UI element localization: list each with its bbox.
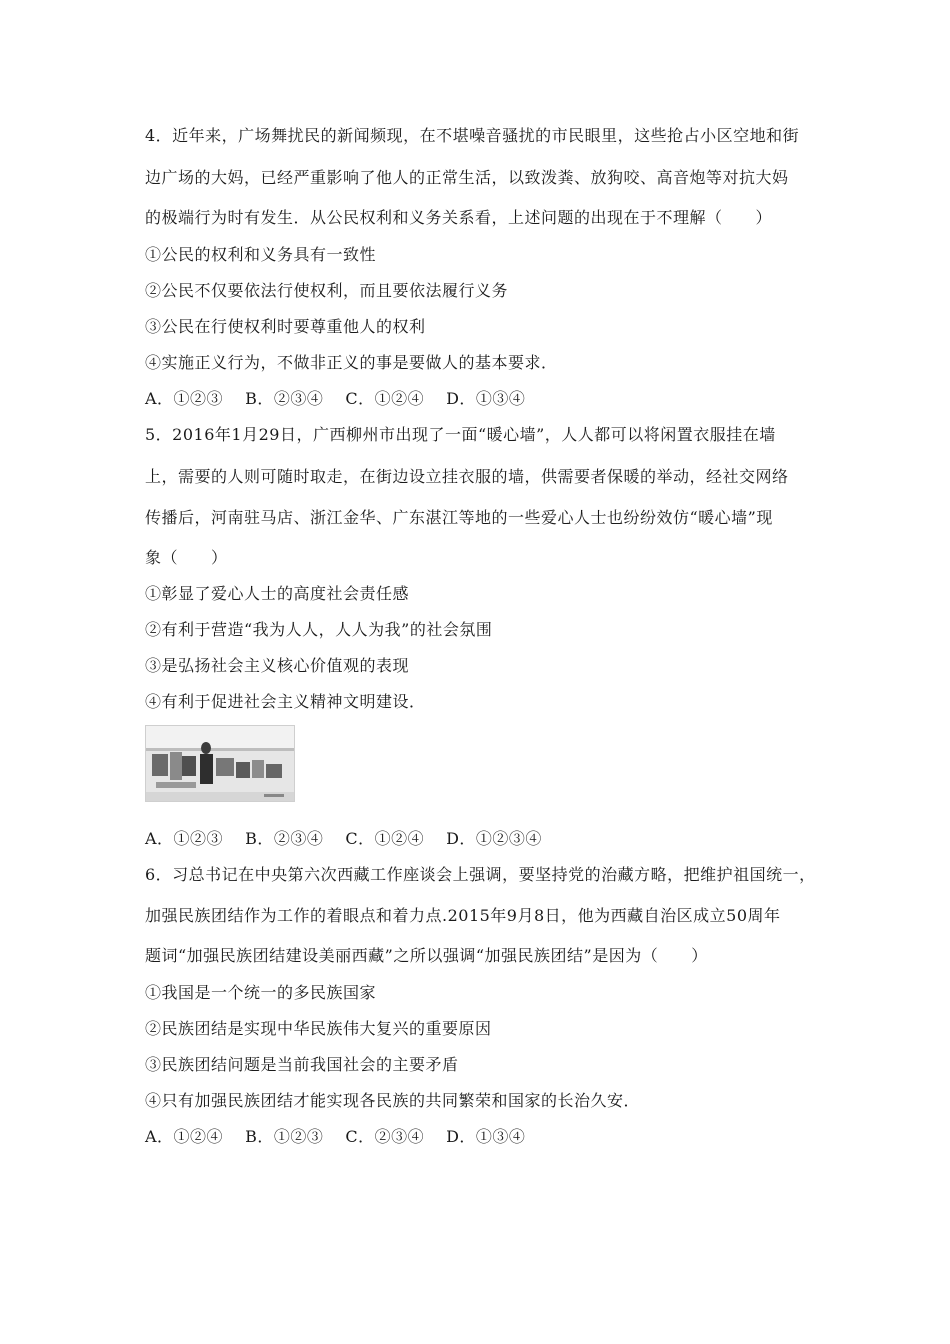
q5-statement-3: ③是弘扬社会主义核心价值观的表现 — [145, 656, 410, 675]
q4-stem-line-2: 边广场的大妈，已经严重影响了他人的正常生活，以致泼粪、放狗咬、高音炮等对抗大妈 — [145, 168, 789, 187]
q4-option-d: D．①③④ — [446, 389, 526, 408]
q5-statement-2: ②有利于营造“我为人人，人人为我”的社会氛围 — [145, 620, 493, 639]
q5-statement-1: ①彰显了爱心人士的高度社会责任感 — [145, 584, 410, 603]
warm-wall-photo-image — [146, 726, 294, 801]
q5-option-b: B．②③④ — [245, 829, 324, 848]
q5-option-a: A．①②③ — [145, 829, 224, 848]
q6-option-c: C．②③④ — [345, 1127, 425, 1146]
q5-options — [145, 829, 564, 849]
q5-option-c: C．①②④ — [345, 829, 425, 848]
q6-stem-line-3: 题词“加强民族团结建设美丽西藏”之所以强调“加强民族团结”是因为（ ） — [145, 946, 708, 965]
q5-stem-line-4: 象（ ） — [145, 548, 228, 567]
warm-wall-photo — [145, 725, 295, 802]
q5-option-d: D．①②③④ — [446, 829, 542, 848]
q6-option-d: D．①③④ — [446, 1127, 526, 1146]
q4-stem-line-3: 的极端行为时有发生．从公民权利和义务关系看，上述问题的出现在于不理解（ ） — [145, 208, 773, 227]
q6-statement-2: ②民族团结是实现中华民族伟大复兴的重要原因 — [145, 1019, 492, 1038]
q5-stem-line-3: 传播后，河南驻马店、浙江金华、广东湛江等地的一些爱心人士也纷纷效仿“暖心墙”现 — [145, 508, 773, 527]
q6-options — [145, 1127, 547, 1147]
q6-statement-1: ①我国是一个统一的多民族国家 — [145, 983, 377, 1002]
q5-statement-4: ④有利于促进社会主义精神文明建设． — [145, 692, 426, 711]
q6-statement-3: ③民族团结问题是当前我国社会的主要矛盾 — [145, 1055, 459, 1074]
q4-option-b: B．②③④ — [245, 389, 324, 408]
q4-statement-3: ③公民在行使权利时要尊重他人的权利 — [145, 317, 426, 336]
q4-statement-2: ②公民不仅要依法行使权利，而且要依法履行义务 — [145, 281, 509, 300]
q4-options — [145, 389, 547, 409]
q6-statement-4: ④只有加强民族团结才能实现各民族的共同繁荣和国家的长治久安． — [145, 1091, 641, 1110]
q6-option-a: A．①②④ — [145, 1127, 224, 1146]
q4-option-a: A．①②③ — [145, 389, 224, 408]
q4-option-c: C．①②④ — [345, 389, 425, 408]
q4-stem-line-1: 4．近年来，广场舞扰民的新闻频现，在不堪噪音骚扰的市民眼里，这些抢占小区空地和街 — [145, 126, 800, 145]
q6-option-b: B．①②③ — [245, 1127, 324, 1146]
q6-stem-line-1: 6．习总书记在中央第六次西藏工作座谈会上强调，要坚持党的治藏方略，把维护祖国统一， — [145, 865, 816, 884]
q5-stem-line-2: 上，需要的人则可随时取走，在街边设立挂衣服的墙，供需要者保暖的举动，经社交网络 — [145, 467, 789, 486]
q4-statement-1: ①公民的权利和义务具有一致性 — [145, 245, 377, 264]
q6-stem-line-2: 加强民族团结作为工作的着眼点和着力点.2015年9月8日，他为西藏自治区成立50周年 — [145, 906, 781, 925]
q5-stem-line-1: 5．2016年1月29日，广西柳州市出现了一面“暖心墙”，人人都可以将闲置衣服挂在墙 — [145, 425, 776, 444]
q4-statement-4: ④实施正义行为，不做非正义的事是要做人的基本要求． — [145, 353, 558, 372]
